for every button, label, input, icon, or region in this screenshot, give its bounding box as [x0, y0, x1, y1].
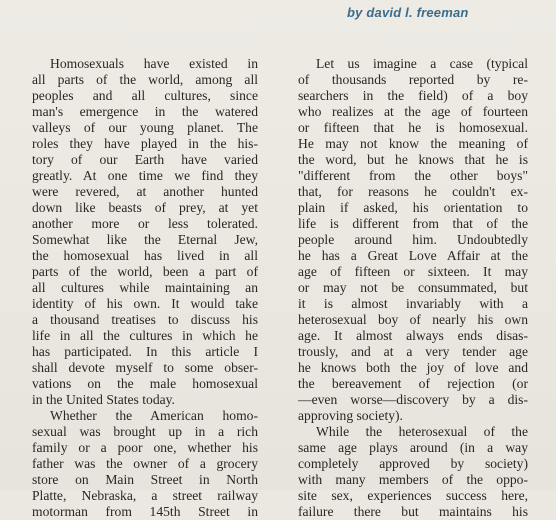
article-column-left — [32, 56, 258, 520]
text-line: site sex, experiences success here, — [298, 488, 528, 503]
text-line: motorman from 145th Street in — [32, 504, 258, 519]
text-line: failure there but maintains his — [298, 504, 528, 519]
text-line: the bereavement of rejection (or — [298, 376, 528, 391]
text-line: the word, but he knows that he is — [298, 152, 528, 167]
text-line: it is almost invariably with a — [298, 296, 528, 311]
text-line: Platte, Nebraska, a street railway — [32, 488, 258, 503]
text-line: with many members of the oppo- — [298, 472, 528, 487]
text-line: has participated. In this article I — [32, 344, 258, 359]
text-line: or may not be consummated, but — [298, 280, 528, 295]
text-line: were revered, at another hunted — [32, 184, 258, 199]
text-line: all cultures while maintaining an — [32, 280, 258, 295]
text-line: people around him. Undoubtedly — [298, 232, 528, 247]
text-line: He may not know the meaning of — [298, 136, 528, 151]
text-line: a thousand treatises to discuss his — [32, 312, 258, 327]
text-line: life is different from that of the — [298, 216, 528, 231]
article-column-right — [298, 56, 528, 520]
text-line: the homosexual has lived in all — [32, 248, 258, 263]
author-byline: by david l. freeman — [347, 5, 469, 20]
text-line: life in all the cultures in which he — [32, 328, 258, 343]
text-line: vations on the male homosexual — [32, 376, 258, 391]
text-line: trously, and at a very tender age — [298, 344, 528, 359]
text-line: peoples and all cultures, since — [32, 88, 258, 103]
text-line: of thousands reported by re- — [298, 72, 528, 87]
text-line: age. It almost always ends disas- — [298, 328, 528, 343]
text-line: approving society). — [298, 408, 403, 423]
text-line: heterosexual boy of nearly his own — [298, 312, 528, 327]
text-line: identity of his own. It would take — [32, 296, 258, 311]
text-line: who realizes at the age of fourteen — [298, 104, 528, 119]
text-line: Let us imagine a case (typical — [316, 56, 528, 71]
text-line: greatly. At one time we find they — [32, 168, 258, 183]
text-line: father was the owner of a grocery — [32, 456, 258, 471]
text-line: searchers in the field) of a boy — [298, 88, 528, 103]
text-line: same age plays around (in a way — [298, 440, 528, 455]
text-line: down like beasts of prey, at yet — [32, 200, 258, 215]
text-line: or fifteen that he is homosexual. — [298, 120, 528, 135]
text-line: While the heterosexual of the — [316, 424, 528, 439]
text-line: valleys of our young planet. The — [32, 120, 258, 135]
text-line: family or a poor one, whether his — [32, 440, 258, 455]
text-line: all parts of the world, among all — [32, 72, 258, 87]
text-line: age of fifteen or sixteen. It may — [298, 264, 528, 279]
text-line: Somewhat like the Eternal Jew, — [32, 232, 258, 247]
text-line: in the United States today. — [32, 392, 175, 407]
text-line: sexual was brought up in a rich — [32, 424, 258, 439]
text-line: he knows both the joy of love and — [298, 360, 528, 375]
text-line: parts of the world, been a part of — [32, 264, 258, 279]
text-line: roles they have played in the his- — [32, 136, 258, 151]
text-line: another more or less tolerated. — [32, 216, 258, 231]
text-line: Homosexuals have existed in — [50, 56, 258, 71]
text-line: plain if asked, his orientation to — [298, 200, 528, 215]
text-line: "different from the other boys" — [298, 168, 528, 183]
text-line: Whether the American homo- — [50, 408, 258, 423]
text-line: man's emergence in the watered — [32, 104, 258, 119]
text-line: he has a Great Love Affair at the — [298, 248, 528, 263]
text-line: tory of our Earth have varied — [32, 152, 258, 167]
text-line: —even worse—discovery by a dis- — [298, 392, 528, 407]
text-line: store on Main Street in North — [32, 472, 258, 487]
text-line: shall devote myself to some obser- — [32, 360, 258, 375]
text-line: completely approved by society) — [298, 456, 528, 471]
text-line: that, for reasons he couldn't ex- — [298, 184, 528, 199]
